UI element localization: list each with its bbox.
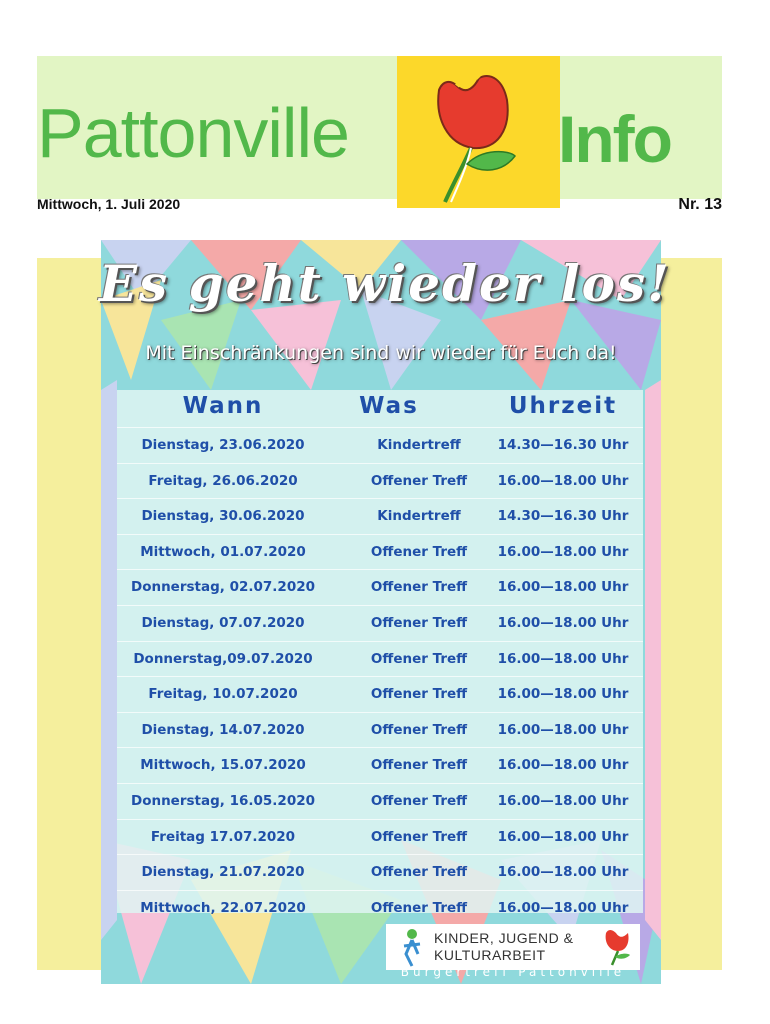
cell-activity: Offener Treff [370,864,468,881]
cell-date: Mittwoch, 01.07.2020 [140,543,306,560]
cell-date: Dienstag, 30.06.2020 [141,508,305,525]
cell-date: Dienstag, 07.07.2020 [141,614,305,631]
cell-date: Donnerstag, 16.05.2020 [130,792,315,809]
cell-date: Donnerstag,09.07.2020 [133,650,313,667]
cell-activity: Offener Treff [370,543,468,560]
cell-activity: Offener Treff [370,721,468,738]
cell-time: 16.00—18.00 Uhr [497,650,629,667]
cell-date: Dienstag, 21.07.2020 [141,864,305,881]
cell-activity: Offener Treff [370,899,468,916]
cell-activity: Offener Treff [370,757,468,774]
cell-time: 16.00—18.00 Uhr [497,686,629,703]
masthead-title-left: Pattonville [37,94,349,172]
table-row [117,890,643,926]
table-row [117,712,643,748]
cell-activity: Offener Treff [370,614,468,631]
masthead-title-right: Info [558,102,671,176]
cell-date: Mittwoch, 22.07.2020 [140,899,306,916]
cell-activity: Kindertreff [377,508,461,525]
column-header-wann: Wann [182,393,264,419]
cell-time: 16.00—18.00 Uhr [497,614,629,631]
column-header-uhrzeit: Uhrzeit [508,393,618,419]
table-row [117,427,643,463]
issue-date: Mittwoch, 1. Juli 2020 [37,196,181,212]
table-row [117,534,643,570]
cell-time: 16.00—18.00 Uhr [497,792,629,809]
cell-time: 16.00—18.00 Uhr [497,899,629,916]
issue-number: Nr. 13 [678,196,722,213]
logo-box [397,56,560,208]
cell-time: 16.00—18.00 Uhr [497,757,629,774]
badge-line-1: KINDER, JUGEND & [434,930,574,946]
table-row [117,747,643,783]
table-row [117,676,643,712]
table-row [117,783,643,819]
cell-time: 14.30—16.30 Uhr [497,437,629,453]
poster-headline: Es geht wieder los! [98,254,672,313]
figure-icon [392,926,432,968]
cell-time: 14.30—16.30 Uhr [497,508,629,525]
cell-time: 16.00—18.00 Uhr [497,721,629,738]
cell-time: 16.00—18.00 Uhr [497,828,629,845]
tulip-icon [397,56,560,208]
tulip-small-icon [598,927,634,967]
cell-activity: Offener Treff [370,828,468,845]
cell-date: Freitag 17.07.2020 [150,828,296,845]
cell-time: 16.00—18.00 Uhr [497,579,629,596]
poster-subline: Mit Einschränkungen sind wir wieder für Euch da! [145,342,617,364]
cell-date: Freitag, 26.06.2020 [148,472,298,489]
cell-time: 16.00—18.00 Uhr [497,472,629,489]
table-row [117,819,643,855]
table-row [117,641,643,677]
cell-activity: Offener Treff [370,650,468,667]
cell-time: 16.00—18.00 Uhr [497,864,629,881]
cell-activity: Offener Treff [370,686,468,703]
cell-date: Dienstag, 23.06.2020 [141,437,305,453]
cell-activity: Kindertreff [377,437,461,453]
schedule-table [117,427,643,925]
table-row [117,463,643,499]
table-row [117,569,643,605]
table-row [117,605,643,641]
badge-line-2: KULTURARBEIT [434,947,546,963]
cell-date: Dienstag, 14.07.2020 [141,721,305,738]
cell-time: 16.00—18.00 Uhr [497,543,629,560]
cell-activity: Offener Treff [370,472,468,489]
cell-activity: Offener Treff [370,579,468,596]
cell-activity: Offener Treff [370,792,468,809]
cell-date: Mittwoch, 15.07.2020 [140,757,306,774]
cell-date: Donnerstag, 02.07.2020 [130,579,315,596]
table-row [117,854,643,890]
column-header-was: Was [359,393,419,419]
cell-date: Freitag, 10.07.2020 [148,686,298,703]
poster-footer: Bürgertreff Pattonville [400,965,626,979]
table-row [117,498,643,534]
